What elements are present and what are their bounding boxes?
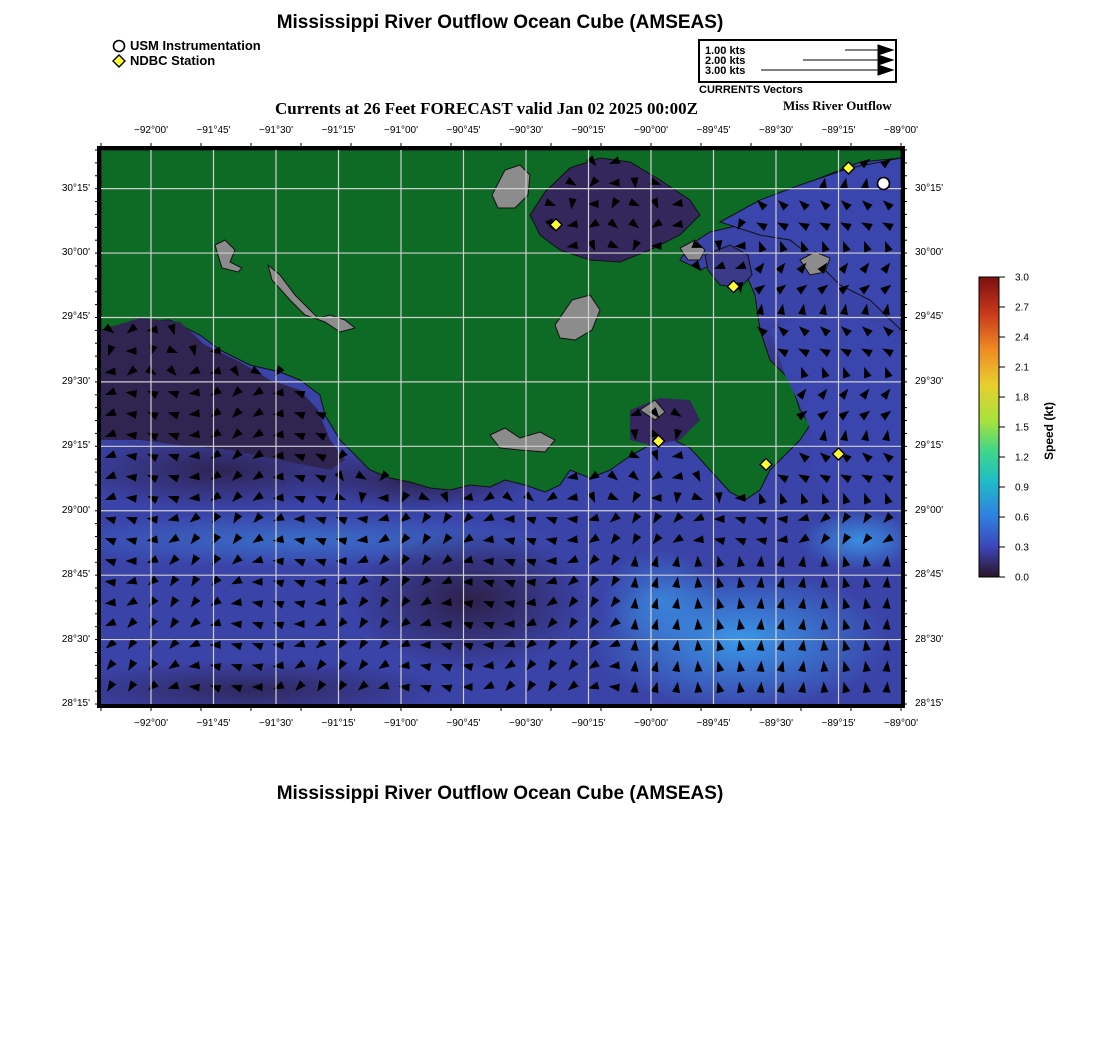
- lon-tick-label-bottom: −89°00': [884, 718, 918, 729]
- lon-tick-label-bottom: −92°00': [134, 718, 168, 729]
- lon-tick-label-bottom: −91°45': [196, 718, 231, 729]
- lon-tick-label-top: −89°00': [884, 125, 918, 136]
- lat-tick-label-left: 28°30': [61, 633, 90, 645]
- lon-tick-label-bottom: −90°30': [509, 718, 543, 729]
- lon-tick-label-bottom: −91°00': [384, 718, 418, 729]
- lon-tick-label-top: −91°15': [321, 125, 356, 136]
- colorbar-tick-label: 2.7: [1015, 302, 1029, 314]
- lat-tick-label-left: 29°00': [61, 504, 90, 516]
- lat-tick-label-right: 29°45': [915, 311, 944, 323]
- region-label: Miss River Outflow: [783, 98, 892, 113]
- lon-tick-label-bottom: −91°15': [321, 718, 356, 729]
- lat-tick-label-right: 29°15': [915, 440, 944, 452]
- lon-tick-label-bottom: −90°45': [446, 718, 481, 729]
- colorbar-tick-label: 0.9: [1015, 482, 1029, 494]
- legend-label: NDBC Station: [130, 53, 216, 68]
- lon-tick-label-top: −89°15': [821, 125, 856, 136]
- lon-tick-label-bottom: −91°30': [259, 718, 293, 729]
- colorbar-tick-label: 2.1: [1015, 362, 1029, 374]
- lat-tick-label-left: 30°00': [61, 247, 90, 259]
- usm-instrument-marker: [878, 177, 890, 189]
- lat-tick-label-left: 29°15': [61, 440, 90, 452]
- lat-tick-label-right: 29°30': [915, 375, 944, 387]
- lon-tick-label-bottom: −90°15': [571, 718, 606, 729]
- lat-tick-label-right: 28°15': [915, 698, 944, 709]
- colorbar-tick-label: 0.3: [1015, 542, 1029, 554]
- vector-key-label: 3.00 kts: [705, 65, 746, 77]
- vector-key-label: 2.00 kts: [705, 55, 746, 67]
- lon-tick-label-top: −91°00': [384, 125, 418, 136]
- lon-tick-label-top: −89°45': [696, 125, 731, 136]
- lon-tick-label-bottom: −90°00': [634, 718, 668, 729]
- legend-label: USM Instrumentation: [130, 38, 261, 53]
- lon-tick-label-bottom: −89°45': [696, 718, 731, 729]
- colorbar-tick-label: 3.0: [1015, 272, 1029, 284]
- lat-tick-label-left: 28°45': [61, 569, 90, 581]
- lat-tick-label-left: 29°45': [61, 311, 90, 323]
- lon-tick-label-top: −90°45': [446, 125, 481, 136]
- lat-tick-label-right: 30°15': [915, 182, 944, 194]
- lat-tick-label-right: 28°45': [915, 569, 944, 581]
- lon-tick-label-top: −91°45': [196, 125, 231, 136]
- lat-tick-label-right: 28°30': [915, 633, 944, 645]
- lon-tick-label-top: −92°00': [134, 125, 168, 136]
- colorbar-tick-label: 1.8: [1015, 392, 1029, 404]
- lon-tick-label-top: −90°15': [571, 125, 606, 136]
- colorbar-tick-label: 1.5: [1015, 422, 1029, 434]
- colorbar-tick-label: 1.2: [1015, 452, 1029, 464]
- lon-tick-label-top: −90°00': [634, 125, 668, 136]
- lat-tick-label-right: 30°00': [915, 247, 944, 259]
- vector-key-caption: CURRENTS Vectors: [699, 84, 803, 96]
- page-title: Mississippi River Outflow Ocean Cube (AMSEAS): [276, 12, 724, 33]
- colorbar-tick-label: 0.0: [1015, 572, 1029, 584]
- secondary-title: Mississippi River Outflow Ocean Cube (AMSEAS): [276, 783, 724, 804]
- colorbar-tick-label: 2.4: [1015, 332, 1029, 344]
- vector-key-label: 1.00 kts: [705, 45, 746, 57]
- lat-tick-label-left: 29°30': [61, 375, 90, 387]
- lon-tick-label-bottom: −89°30': [759, 718, 793, 729]
- colorbar-label: Speed (kt): [1042, 401, 1056, 460]
- speed-colorbar: [975, 270, 1035, 590]
- lon-tick-label-top: −91°30': [259, 125, 293, 136]
- colorbar-gradient: [979, 277, 999, 577]
- lon-tick-label-bottom: −89°15': [821, 718, 856, 729]
- plot-title: Currents at 26 Feet FORECAST valid Jan 02 2025 00:00Z: [275, 99, 698, 118]
- lat-tick-label-left: 28°15': [61, 698, 90, 709]
- lat-tick-label-right: 29°00': [915, 504, 944, 516]
- lon-tick-label-top: −90°30': [509, 125, 543, 136]
- lat-tick-label-left: 30°15': [61, 182, 90, 194]
- colorbar-tick-label: 0.6: [1015, 512, 1029, 524]
- lon-tick-label-top: −89°30': [759, 125, 793, 136]
